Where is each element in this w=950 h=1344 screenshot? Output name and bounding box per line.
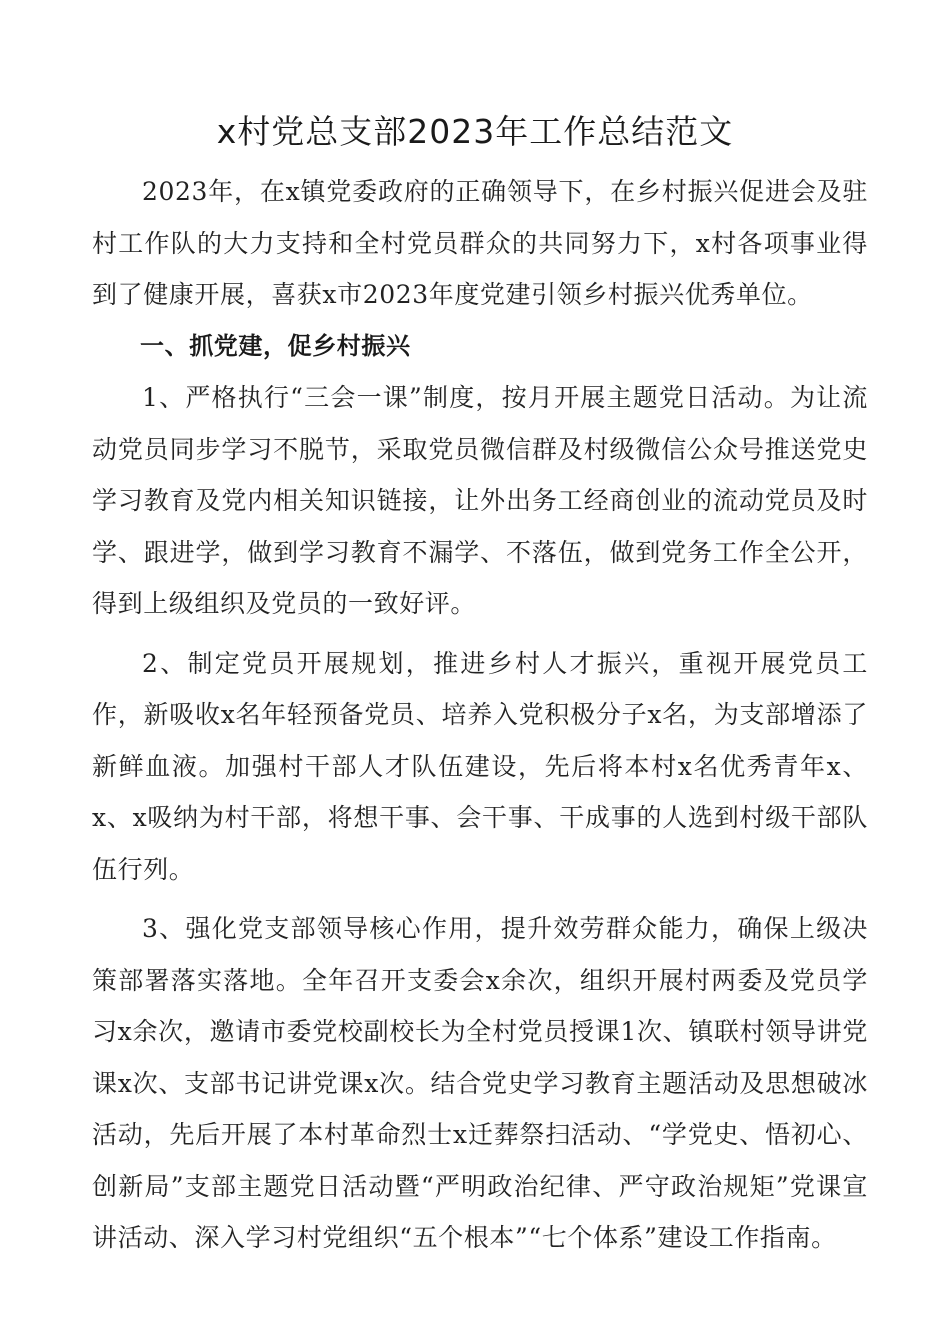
item-2-paragraph: 2、制定党员开展规划，推进乡村人才振兴，重视开展党员工作，新吸收x名年轻预备党员、培养入党积极分子x名，为支部增添了新鲜血液。加强村干部人才队伍建设，先后将本村x名优秀青年x、x、x吸纳为村干部，将想干事、会干事、干成事的人选到村级干部队伍行列。 <box>92 648 868 884</box>
item-1-paragraph: 1、严格执行“三会一课”制度，按月开展主题党日活动。为让流动党员同步学习不脱节，采取党员微信群及村级微信公众号推送党史学习教育及党内相关知识链接，让外出务工经商创业的流动党员及时学、跟进学，做到学习教育不漏学、不落伍，做到党务工作全公开，得到上级组织及党员的一致好评。 <box>92 383 868 618</box>
paragraph-gap <box>92 630 868 638</box>
item-3-paragraph: 3、强化党支部领导核心作用，提升效劳群众能力，确保上级决策部署落实落地。全年召开支委会x余次，组织开展村两委及党员学习x余次，邀请市委党校副校长为全村党员授课1次、镇联村领导讲党课x次、支部书记讲党课x次。结合党史学习教育主题活动及思想破冰活动，先后开展了本村革命烈士x迁葬祭扫活动、“学党史、悟初心、创新局”支部主题党日活动暨“严明政治纪律、严守政治规矩”党课宣讲活动、深入学习村党组织“五个根本”“七个体系”建设工作指南。 <box>92 914 868 1252</box>
paragraph-gap <box>92 895 868 903</box>
document-body <box>92 166 868 1264</box>
intro-paragraph: 2023年，在x镇党委政府的正确领导下，在乡村振兴促进会及驻村工作队的大力支持和全村党员群众的共同努力下，x村各项事业得到了健康开展，喜获x市2023年度党建引领乡村振兴优秀单位。 <box>92 177 868 309</box>
document-title: x村党总支部2023年工作总结范文 <box>216 112 734 151</box>
section-heading: 一、抓党建，促乡村振兴 <box>140 331 411 360</box>
